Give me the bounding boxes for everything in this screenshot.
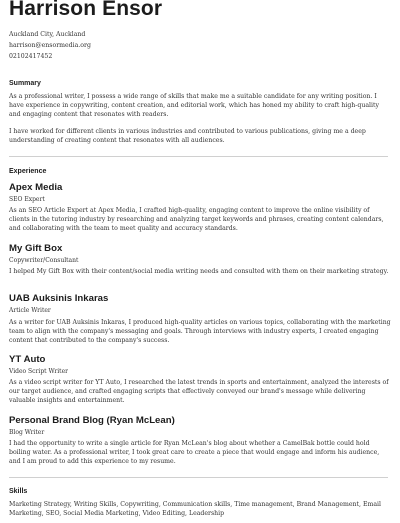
job-role: Video Script Writer — [9, 368, 68, 375]
skills-list: Marketing Strategy, Writing Skills, Copywriting, Communication skills, Time management, Brand Management, Email Marketing, SEO, Social Media Marketing, Video Editing, Leadership — [9, 501, 381, 518]
job-role: Article Writer — [9, 307, 51, 314]
job-company: My Gift Box — [9, 243, 63, 254]
job-company: Personal Brand Blog (Ryan McLean) — [9, 415, 175, 426]
job-description: As a video script writer for YT Auto, I researched the latest trends in sports and entertainment, analyzed the interests of our target audience, and crafted engaging scripts that effectively conveyed our brand's message while delivering valuable insights and entertainment. — [9, 379, 389, 405]
contact-phone: 02102417452 — [9, 53, 53, 61]
contact-block — [9, 29, 309, 63]
experience-heading: Experience — [9, 168, 47, 175]
job-description: I had the opportunity to write a single article for Ryan McLean's blog about whether a CamelBak bottle could hold boiling water. As a professional writer, I took great care to create a piece that would engage and inform his audience, and I am proud to add this experience to my resume. — [9, 440, 380, 466]
job-role: Blog Writer — [9, 429, 45, 436]
skills-heading: Skills — [9, 488, 28, 495]
contact-location: Auckland City, Auckland — [9, 31, 86, 38]
job-company: YT Auto — [9, 354, 46, 365]
candidate-name: Harrison Ensor — [9, 0, 163, 20]
summary-heading: Summary — [9, 80, 41, 87]
job-company: UAB Auksinis Inkaras — [9, 293, 109, 304]
job-role: SEO Expert — [9, 196, 45, 203]
summary-paragraph-2: I have worked for different clients in various industries and contributed to various publications, giving me a deep understanding of creating content that resonates with all audiences. — [9, 128, 366, 145]
job-role: Copywriter/Consultant — [9, 257, 79, 264]
job-description: I helped My Gift Box with their content/social media writing needs and consulted with them on their marketing strategy. — [9, 268, 389, 275]
job-company: Apex Media — [9, 182, 63, 193]
section-divider — [9, 156, 388, 157]
summary-paragraph-1: As a professional writer, I possess a wide range of skills that make me a suitable candidate for any writing position. I have experience in copywriting, content creation, and editorial work, which has honed my ability to craft high-quality and engaging content that resonates with readers. — [9, 93, 379, 119]
job-description: As an SEO Article Expert at Apex Media, I crafted high-quality, engaging content to improve the online visibility of clients in the tutoring industry by researching and analyzing target keywords and phrases, creating content calendars, and collaborating with the team to meet quality and accuracy standards. — [9, 207, 384, 233]
job-description: As a writer for UAB Auksinis Inkaras, I produced high-quality articles on various topics, collaborating with the marketing team to align with the company's messaging and goals. Through interviews with industry experts, I created engaging content that contributed to the company's success. — [9, 319, 391, 345]
section-divider — [9, 477, 388, 478]
contact-email: harrison@ensormedia.org — [9, 42, 91, 50]
